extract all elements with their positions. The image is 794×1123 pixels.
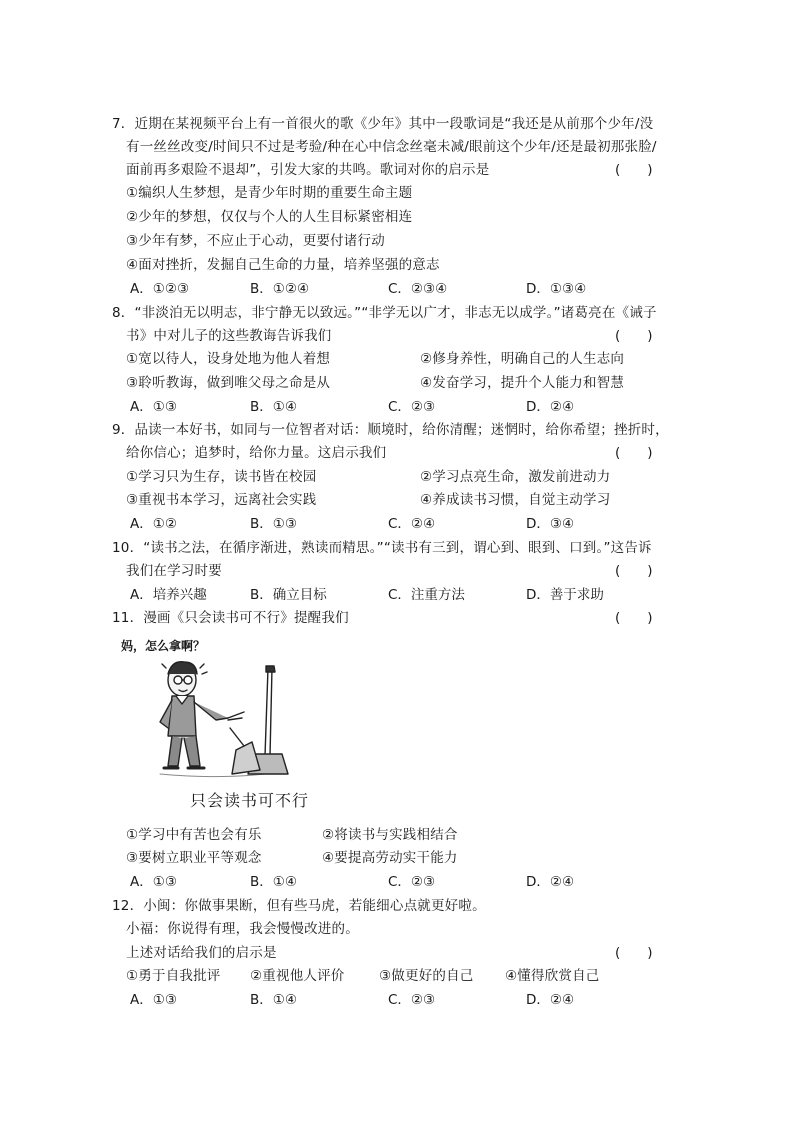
q12-answer-paren: ( ) bbox=[615, 945, 653, 961]
q7-item-2: ②少年的梦想，仅仅与个人的人生目标紧密相连 bbox=[126, 209, 413, 225]
q10-stem-line-1: 10．“读书之法，在循序渐进，熟读而精思。”“读书有三到，谓心到、眼到、口到。”这告诉 bbox=[112, 540, 652, 556]
q11-stem-line-1: 11．漫画《只会读书可不行》提醒我们 bbox=[112, 610, 349, 626]
q9-option-a: A．①② bbox=[130, 516, 177, 532]
q7-stem-line-1: 7．近期在某视频平台上有一首很火的歌《少年》其中一段歌词是“我还是从前那个少年/没 bbox=[112, 116, 654, 132]
q8-option-a: A．①③ bbox=[130, 399, 177, 415]
q10-answer-paren: ( ) bbox=[615, 563, 653, 579]
q9-stem-line-1: 9．品读一本好书，如同与一位智者对话：顺境时，给你清醒；迷惘时，给你希望；挫折时， bbox=[112, 422, 669, 438]
q7-stem-line-2: 有一丝丝改变/时间只不过是考验/种在心中信念丝毫未减/眼前这个少年/还是最初那张脸/ bbox=[126, 139, 657, 155]
q7-option-b: B．①②④ bbox=[250, 281, 310, 297]
q9-stem-line-2: 给你信心；追梦时，给你力量。这启示我们 bbox=[126, 445, 387, 461]
q8-item-4: ④发奋学习，提升个人能力和智慧 bbox=[420, 375, 625, 391]
q7-item-4: ④面对挫折，发掘自己生命的力量，培养坚强的意志 bbox=[126, 257, 440, 273]
cartoon-caption: 只会读书可不行 bbox=[190, 791, 310, 810]
q8-option-c: C．②③ bbox=[388, 399, 436, 415]
q11-option-c: C．②③ bbox=[388, 874, 436, 890]
q9-option-b: B．①③ bbox=[250, 516, 297, 532]
q9-item-4: ④养成读书习惯，自觉主动学习 bbox=[420, 492, 611, 508]
q7-option-c: C．②③④ bbox=[388, 281, 448, 297]
q12-item-2: ②重视他人评价 bbox=[250, 968, 345, 984]
q11-answer-paren: ( ) bbox=[615, 610, 653, 626]
q12-option-a: A．①③ bbox=[130, 992, 177, 1008]
q8-stem-line-1: 8．“非淡泊无以明志，非宁静无以致远。”“非学无以广才，非志无以成学。”诸葛亮在《诫子 bbox=[112, 305, 657, 321]
q12-item-1: ①勇于自我批评 bbox=[126, 968, 221, 984]
q12-option-d: D．②④ bbox=[526, 992, 575, 1008]
q12-item-3: ③做更好的自己 bbox=[379, 968, 474, 984]
q12-stem-line-1: 12．小闽：你做事果断，但有些马虎，若能细心点就更好啦。 bbox=[112, 898, 486, 914]
q12-item-4: ④懂得欣赏自己 bbox=[505, 968, 600, 984]
q12-option-b: B．①④ bbox=[250, 992, 297, 1008]
cartoon-illustration bbox=[120, 638, 320, 786]
q11-option-a: A．①③ bbox=[130, 874, 177, 890]
q11-item-1: ①学习中有苦也会有乐 bbox=[126, 827, 262, 843]
q12-option-c: C．②③ bbox=[388, 992, 436, 1008]
q8-option-b: B．①④ bbox=[250, 399, 297, 415]
q7-item-3: ③少年有梦，不应止于心动，更要付诸行动 bbox=[126, 233, 385, 249]
q10-option-c: C．注重方法 bbox=[388, 587, 465, 603]
q9-option-c: C．②④ bbox=[388, 516, 436, 532]
q8-item-1: ①宽以待人，设身处地为他人着想 bbox=[126, 351, 331, 367]
q9-item-1: ①学习只为生存，读书皆在校园 bbox=[126, 469, 317, 485]
cartoon-speech-text: 妈，怎么拿啊？ bbox=[121, 639, 206, 653]
q7-option-d: D．①③④ bbox=[526, 281, 587, 297]
q11-item-2: ②将读书与实践相结合 bbox=[322, 827, 458, 843]
q10-option-d: D．善于求助 bbox=[526, 587, 604, 603]
q9-option-d: D．③④ bbox=[526, 516, 575, 532]
q9-item-2: ②学习点亮生命，激发前进动力 bbox=[420, 469, 611, 485]
q8-item-2: ②修身养性，明确自己的人生志向 bbox=[420, 351, 625, 367]
q12-stem-line-3: 上述对话给我们的启示是 bbox=[126, 945, 277, 961]
q12-stem-line-2: 小福：你说得有理，我会慢慢改进的。 bbox=[126, 921, 359, 937]
q7-stem-line-3: 面前再多艰险不退却”，引发大家的共鸣。歌词对你的启示是 bbox=[126, 162, 490, 178]
q11-item-4: ④要提高劳动实干能力 bbox=[322, 850, 458, 866]
q9-answer-paren: ( ) bbox=[615, 445, 653, 461]
q7-option-a: A．①②③ bbox=[130, 281, 190, 297]
q9-item-3: ③重视书本学习，远离社会实践 bbox=[126, 492, 317, 508]
q10-option-b: B．确立目标 bbox=[250, 587, 327, 603]
q8-answer-paren: ( ) bbox=[615, 328, 653, 344]
q10-stem-line-2: 我们在学习时要 bbox=[126, 563, 222, 579]
q11-item-3: ③要树立职业平等观念 bbox=[126, 850, 262, 866]
q11-option-d: D．②④ bbox=[526, 874, 575, 890]
q8-option-d: D．②④ bbox=[526, 399, 575, 415]
q8-item-3: ③聆听教诲，做到唯父母之命是从 bbox=[126, 375, 331, 391]
q8-stem-line-2: 书》中对儿子的这些教诲告诉我们 bbox=[126, 328, 332, 344]
q7-item-1: ①编织人生梦想，是青少年时期的重要生命主题 bbox=[126, 185, 413, 201]
q11-option-b: B．①④ bbox=[250, 874, 297, 890]
q10-option-a: A．培养兴趣 bbox=[130, 587, 207, 603]
q7-answer-paren: ( ) bbox=[615, 162, 653, 178]
